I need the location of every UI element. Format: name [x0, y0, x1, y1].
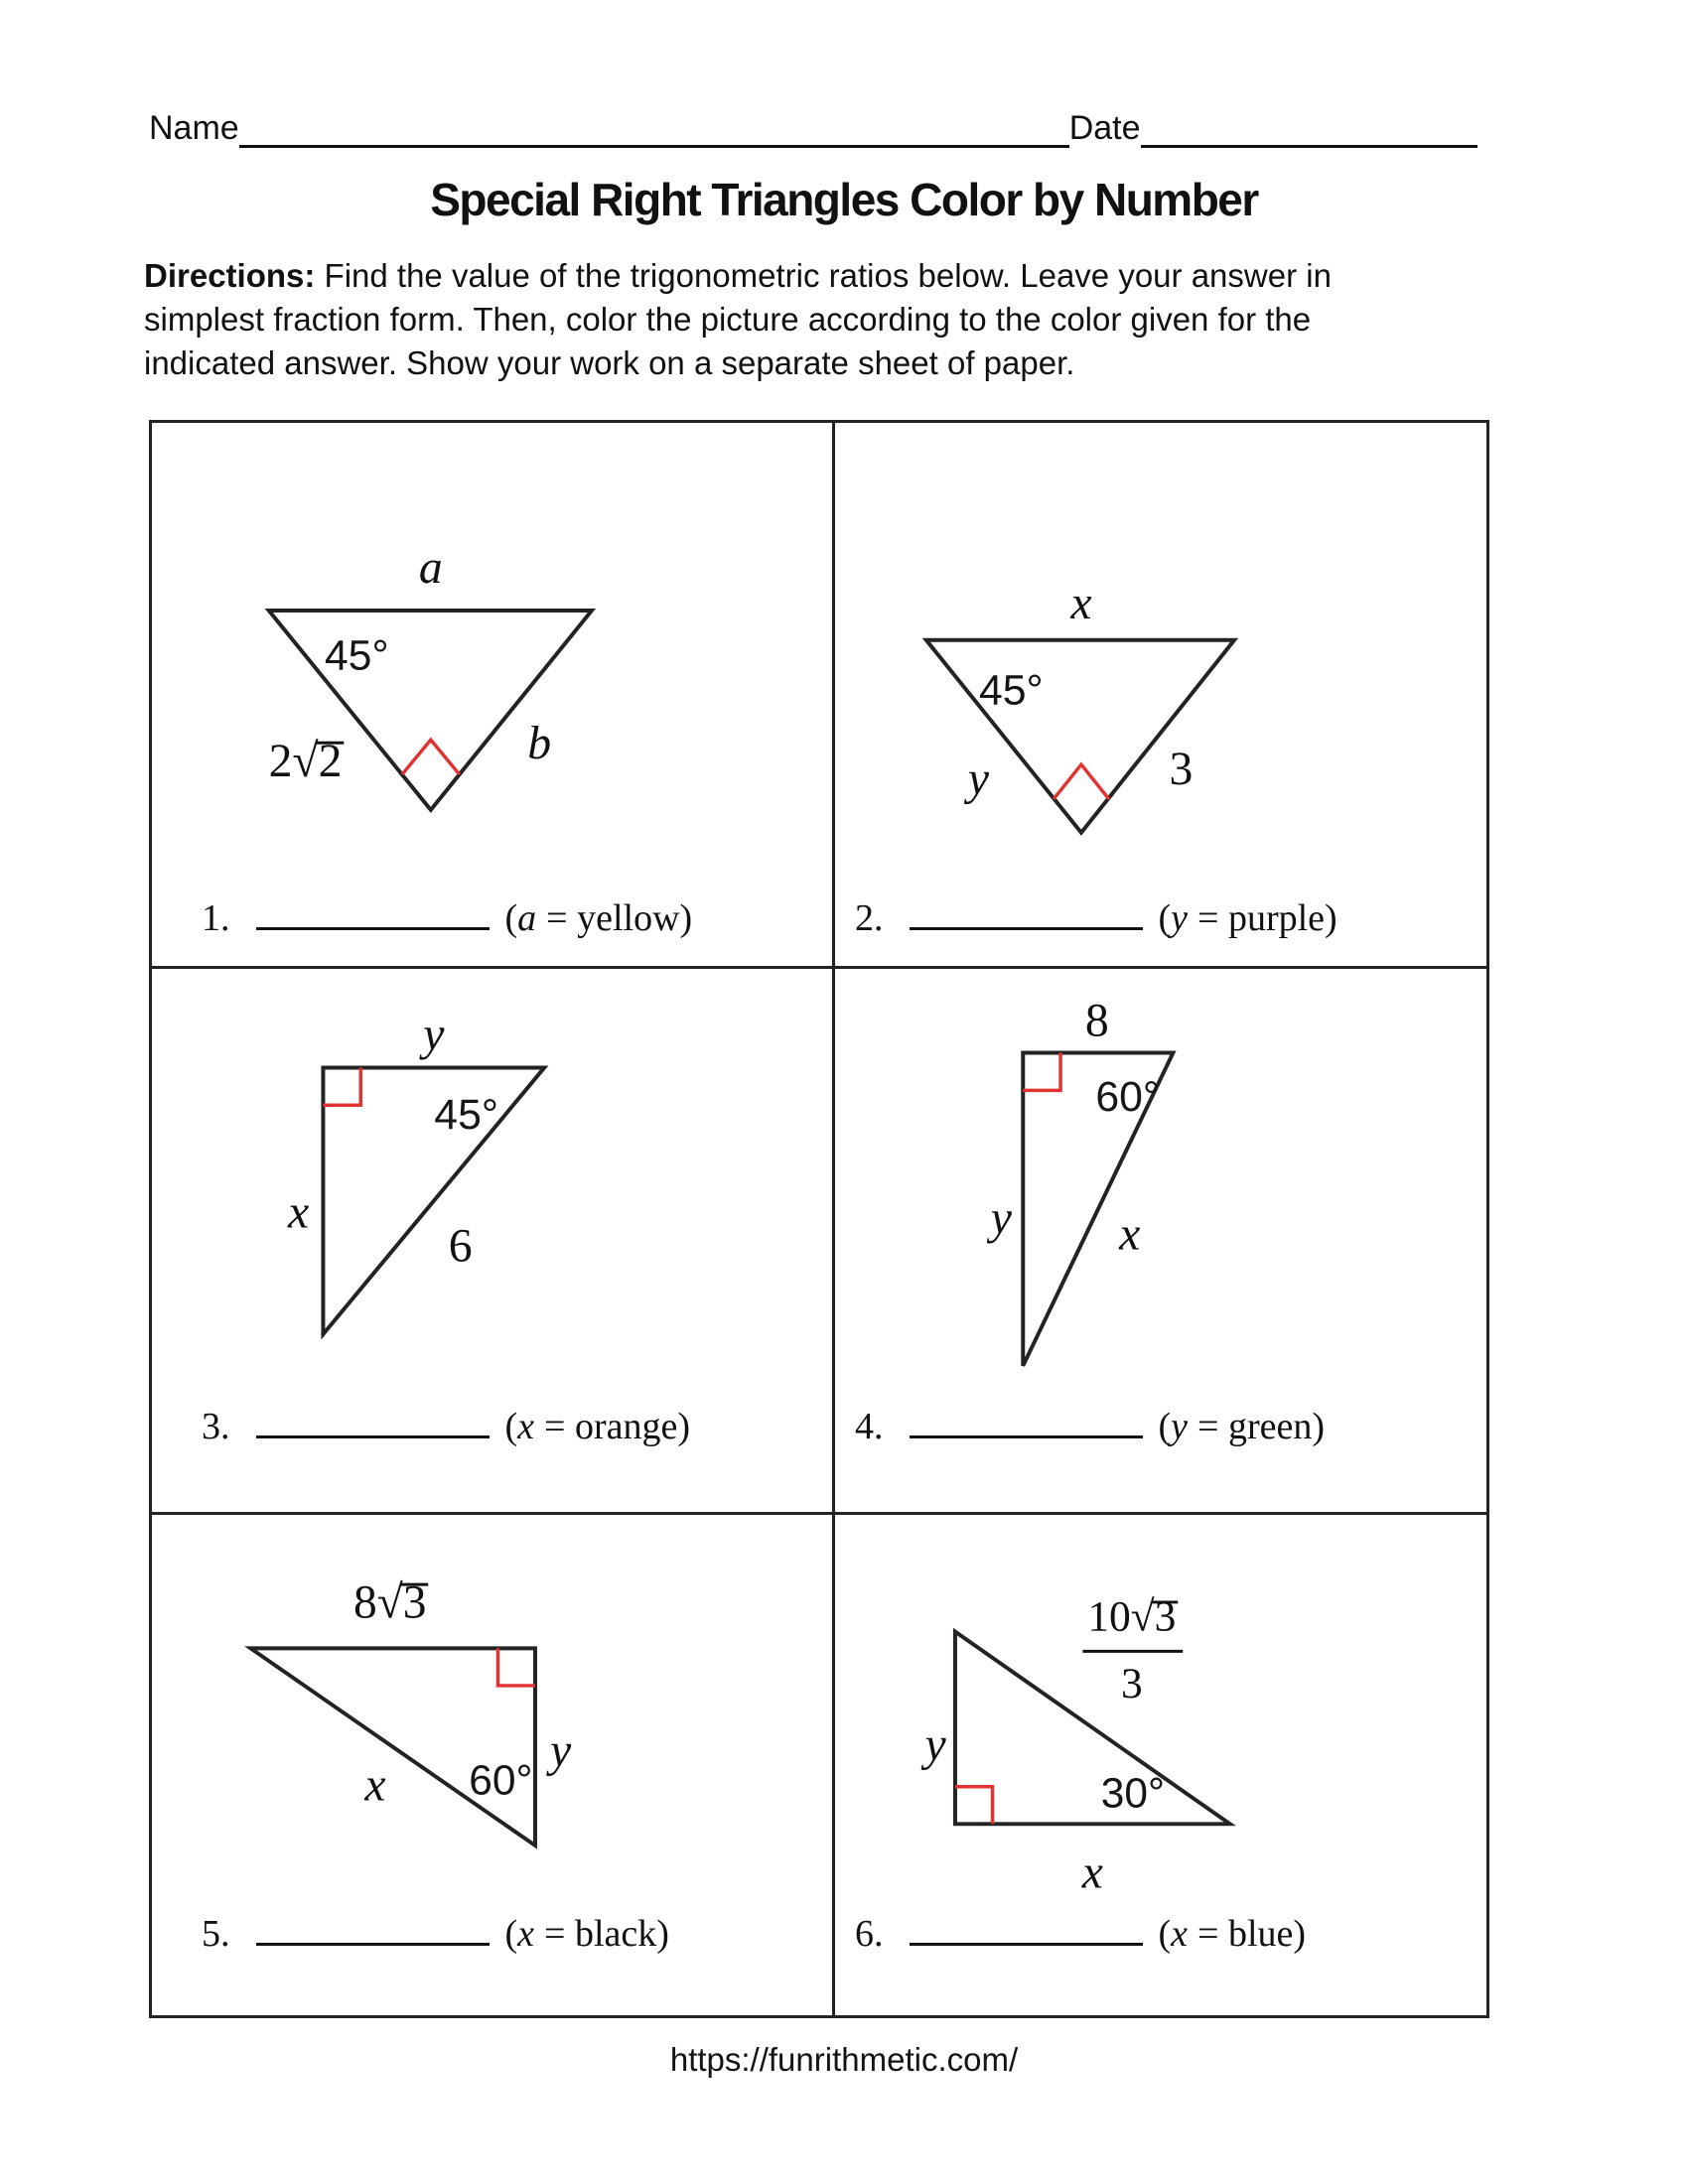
answer-line-6	[855, 1912, 1306, 1956]
color-key-rest-6: = blue)	[1197, 1913, 1307, 1955]
color-key-var-5: x	[517, 1913, 535, 1955]
triangle-5	[250, 1648, 535, 1845]
color-key-rest-3: = orange)	[544, 1406, 691, 1447]
right-angle-marker-4	[1023, 1053, 1060, 1091]
right-angle-marker-2	[1054, 764, 1109, 799]
answer-blank-3	[256, 1430, 490, 1438]
problem-cell-1	[152, 423, 835, 969]
color-key-var-4: y	[1171, 1406, 1189, 1447]
side-label-left-3: x	[287, 1185, 310, 1239]
right-angle-marker-6	[955, 1787, 993, 1825]
side-label-right-2: 3	[1169, 743, 1194, 796]
directions-line-3: indicated answer. Show your work on a separate sheet of paper.	[144, 344, 1075, 381]
side-label-top-5: 8√3	[352, 1576, 427, 1629]
color-key-var-1: a	[517, 897, 537, 939]
problem-number-6: 6.	[855, 1913, 884, 1955]
color-key-rest-2: = purple)	[1197, 897, 1337, 939]
triangle-figure-2	[835, 423, 1486, 966]
answer-blank-6	[910, 1937, 1143, 1946]
side-label-left-1: 2√2	[268, 735, 343, 788]
page-title: Special Right Triangles Color by Number	[430, 174, 1258, 225]
angle-label-6: 30°	[1100, 1770, 1165, 1818]
angle-label-4: 60°	[1095, 1073, 1161, 1122]
answer-line-4	[855, 1405, 1325, 1448]
side-label-bottom-6: x	[1081, 1846, 1103, 1899]
hypotenuse-denominator-6: 3	[1120, 1659, 1143, 1707]
color-key-open-3: (	[504, 1406, 518, 1447]
problem-cell-2	[835, 423, 1486, 969]
color-key-open-4: (	[1158, 1406, 1172, 1447]
color-key-rest-1: = yellow)	[546, 897, 693, 939]
problem-number-5: 5.	[202, 1913, 230, 1955]
angle-label-5: 60°	[469, 1757, 533, 1805]
answer-blank-1	[256, 921, 490, 930]
side-label-left-2: y	[967, 751, 990, 805]
angle-label-1: 45°	[324, 631, 389, 680]
problem-cell-6	[835, 1515, 1486, 2015]
color-key-open-5: (	[504, 1913, 518, 1955]
answer-blank-4	[910, 1430, 1143, 1438]
answer-line-1	[202, 896, 692, 940]
hypotenuse-label-4: x	[1119, 1207, 1141, 1261]
hypotenuse-label-5: x	[364, 1759, 386, 1812]
color-key-var-6: x	[1171, 1913, 1189, 1955]
directions-label: Directions:	[144, 257, 316, 294]
answer-line-5	[202, 1912, 669, 1956]
side-label-top-2: x	[1070, 576, 1092, 629]
angle-label-2: 45°	[978, 666, 1044, 715]
angle-label-3: 45°	[434, 1091, 498, 1140]
name-label: Name	[149, 109, 239, 147]
side-label-right-1: b	[527, 717, 552, 770]
date-label: Date	[1068, 109, 1141, 147]
color-key-var-2: y	[1171, 897, 1189, 939]
color-key-open-6: (	[1158, 1913, 1172, 1955]
answer-line-2	[855, 896, 1337, 940]
color-key-open-2: (	[1158, 897, 1172, 939]
date-blank-line	[1141, 107, 1477, 148]
answer-line-3	[202, 1405, 690, 1448]
footer-url: https://funrithmetic.com/	[669, 2041, 1019, 2078]
color-key-rest-5: = black)	[544, 1913, 669, 1955]
answer-blank-2	[910, 921, 1143, 930]
problem-number-2: 2.	[855, 897, 884, 939]
color-key-open-1: (	[504, 897, 518, 939]
problem-number-4: 4.	[855, 1406, 884, 1447]
side-label-left-6: y	[924, 1719, 946, 1772]
side-label-top-1: a	[418, 541, 443, 595]
problem-cell-4	[835, 969, 1486, 1515]
right-angle-marker-5	[497, 1648, 535, 1686]
hypotenuse-numerator-6: 10√3	[1087, 1592, 1177, 1641]
problem-number-3: 3.	[202, 1406, 230, 1447]
directions-line-1-text: Find the value of the trigonometric ratios below. Leave your answer in	[315, 257, 1332, 294]
hypotenuse-label-3: 6	[448, 1219, 473, 1273]
problem-cell-5	[152, 1515, 835, 2015]
name-date-row	[149, 107, 1477, 148]
name-blank-line	[239, 107, 1069, 148]
problem-number-1: 1.	[202, 897, 230, 939]
right-angle-marker-1	[402, 740, 460, 774]
directions-line-1	[144, 254, 1554, 298]
side-label-left-4: y	[990, 1191, 1012, 1245]
color-key-rest-4: = green)	[1197, 1406, 1326, 1447]
triangle-figure-1	[152, 423, 832, 966]
problem-cell-3	[152, 969, 835, 1515]
problems-grid	[149, 420, 1489, 2018]
triangle-6	[955, 1632, 1230, 1825]
right-angle-marker-3	[323, 1067, 360, 1105]
color-key-var-3: x	[517, 1406, 535, 1447]
side-label-top-3: y	[423, 1008, 445, 1061]
directions	[144, 254, 1554, 385]
side-label-top-4: 8	[1084, 994, 1109, 1047]
answer-blank-5	[256, 1937, 490, 1946]
side-label-right-5: y	[550, 1724, 572, 1777]
directions-line-2: simplest fraction form. Then, color the picture according to the color given for the	[144, 301, 1312, 338]
